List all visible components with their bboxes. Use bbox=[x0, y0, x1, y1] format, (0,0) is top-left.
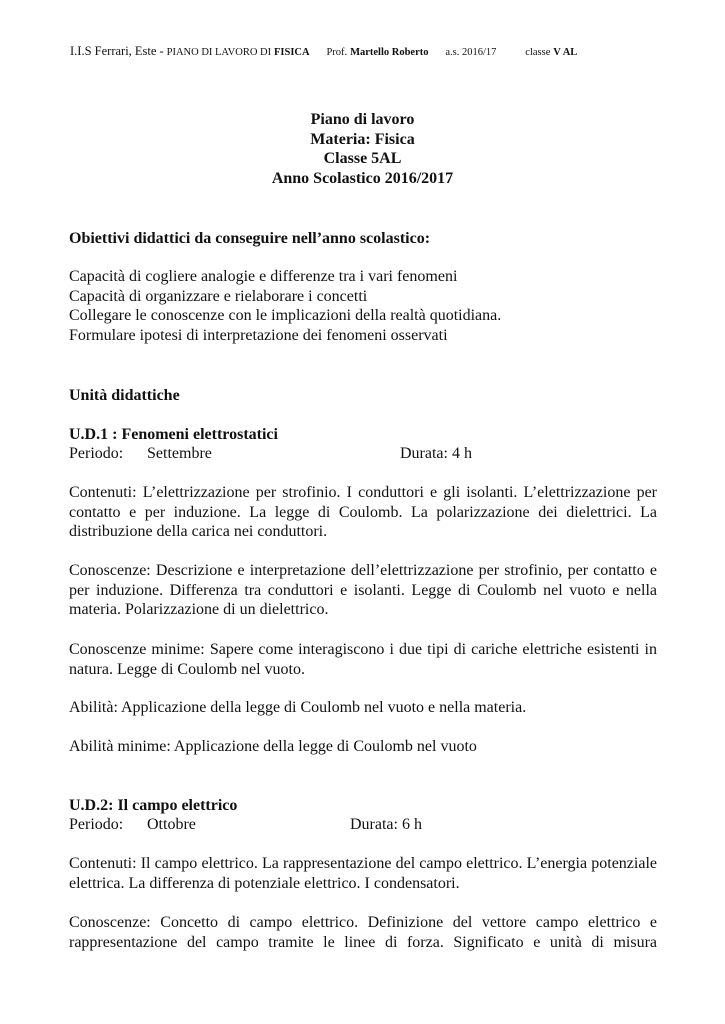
ud2-period-value: Ottobre bbox=[147, 816, 196, 833]
ud1-abilita: Abilità: Applicazione della legge di Coulomb nel vuoto e nella materia. bbox=[69, 699, 527, 716]
header-class-name: V AL bbox=[553, 47, 578, 58]
header-plan-prefix: PIANO DI LAVORO DI bbox=[166, 47, 272, 58]
header-plan-subject: FISICA bbox=[274, 47, 310, 58]
ud1-period-value: Settembre bbox=[147, 445, 212, 462]
ud1-conoscenze-minime: Conoscenze minime: Sapere come interagiscono i due tipi di cariche elettriche esistenti in natura. Legge di Coulomb nel vuoto. bbox=[69, 641, 657, 678]
ud1-contenuti: Contenuti: L’elettrizzazione per strofinio. I conduttori e gli isolanti. L’elettrizzazione per contatto e per induzione. La legge di Coulomb. La polarizzazione dei dielettrici. La distribuzione della carica nei conduttori. bbox=[69, 484, 657, 541]
ud2-contenuti: Contenuti: Il campo elettrico. La rappresentazione del campo elettrico. L’energia potenziale elettrica. La differenza di potenziale elettrico. I condensatori. bbox=[69, 855, 657, 892]
objective-item: Capacità di organizzare e rielaborare i concetti bbox=[69, 287, 368, 305]
ud2-duration: Durata: 6 h bbox=[350, 816, 422, 833]
ud1-conoscenze: Conoscenze: Descrizione e interpretazione dell’elettrizzazione per strofinio, per contatto e per induzione. Differenza tra conduttori e isolanti. Legge di Coulomb nel vuoto e nella materia. Polarizzazione di un dielettrico. bbox=[69, 562, 657, 619]
title-block bbox=[0, 110, 725, 188]
header-year: a.s. 2016/17 bbox=[445, 47, 497, 58]
units-heading: Unità didattiche bbox=[69, 387, 180, 404]
ud1-duration: Durata: 4 h bbox=[400, 445, 472, 462]
header-prof-name: Martello Roberto bbox=[350, 47, 429, 58]
objective-item: Formulare ipotesi di interpretazione dei fenomeni osservati bbox=[69, 326, 448, 344]
title-line-1: Piano di lavoro bbox=[310, 111, 415, 128]
header-school: I.I.S Ferrari, Este - bbox=[70, 44, 164, 58]
header-class-prefix: classe bbox=[525, 47, 551, 58]
ud1-abilita-minime: Abilità minime: Applicazione della legge di Coulomb nel vuoto bbox=[69, 738, 477, 755]
ud2-conoscenze: Conoscenze: Concetto di campo elettrico. Definizione del vettore campo elettrico e rappresentazione del campo tramite le linee di forza. Significato e unità di misura bbox=[69, 914, 657, 951]
objectives-heading: Obiettivi didattici da conseguire nell’anno scolastico: bbox=[69, 230, 431, 247]
objective-item: Capacità di cogliere analogie e differenze tra i vari fenomeni bbox=[69, 268, 458, 285]
title-line-2: Materia: Fisica bbox=[310, 130, 415, 148]
title-line-3: Classe 5AL bbox=[323, 150, 402, 167]
title-line-4: Anno Scolastico 2016/2017 bbox=[271, 169, 454, 187]
ud2-title: U.D.2: Il campo elettrico bbox=[69, 797, 238, 814]
ud1-period-label: Periodo: bbox=[69, 445, 124, 462]
objectives-list bbox=[69, 267, 657, 345]
page-header bbox=[70, 44, 660, 59]
ud2-period-label: Periodo: bbox=[69, 816, 124, 833]
ud1-period-row bbox=[69, 444, 657, 464]
ud2-period-row bbox=[69, 815, 657, 835]
header-prof-prefix: Prof. bbox=[326, 47, 348, 58]
ud1-title: U.D.1 : Fenomeni elettrostatici bbox=[69, 426, 278, 443]
objective-item: Collegare le conoscenze con le implicazioni della realtà quotidiana. bbox=[69, 307, 502, 325]
